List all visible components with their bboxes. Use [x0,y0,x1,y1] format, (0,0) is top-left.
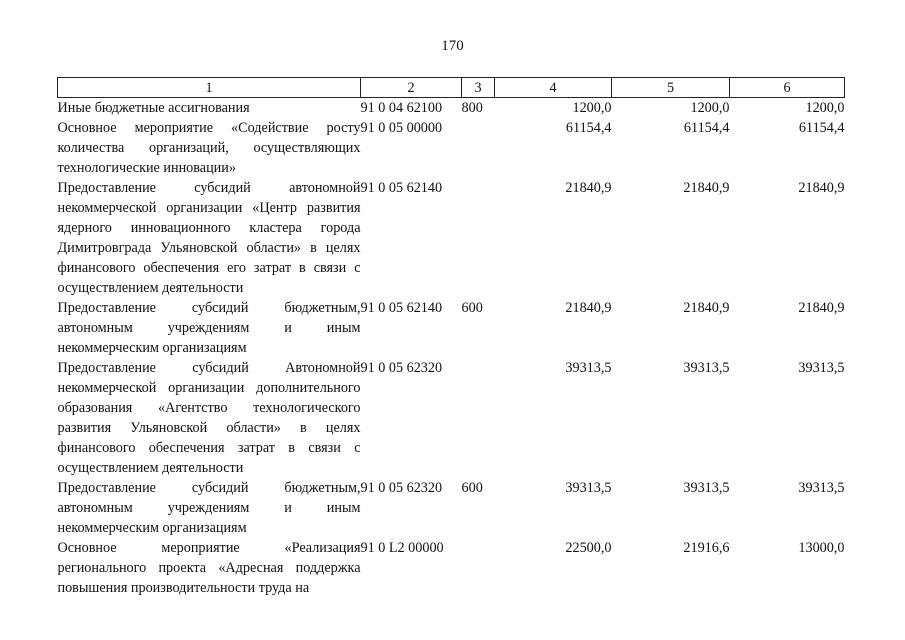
row-code: 91 0 05 62140 [360,300,443,316]
table-row [58,178,845,298]
page-number: 170 [441,38,464,54]
row-type [462,358,495,478]
row-type [462,118,495,178]
table-row [58,538,845,598]
row-value-6: 39313,5 [798,360,845,376]
row-value-5: 1200,0 [690,100,730,116]
row-code: 91 0 05 00000 [360,120,443,136]
table-row [58,118,845,178]
row-value-4: 39313,5 [565,360,612,376]
table-row [58,358,845,478]
row-name: Иные бюджетные ассигнования [57,100,250,116]
row-name: Предоставление субсидий бюджетным, автономным учреждениям и иным некоммерческим организациям [57,480,361,536]
column-header-3: 3 [462,78,495,98]
row-type: 600 [461,480,483,496]
column-header-6: 6 [730,78,845,98]
row-value-6: 21840,9 [798,180,845,196]
row-value-4: 39313,5 [565,480,612,496]
row-code: 91 0 L2 00000 [360,540,444,556]
row-value-6: 1200,0 [805,100,845,116]
row-type [462,538,495,598]
table-header-row [58,78,845,98]
row-name: Основное мероприятие «Содействие росту количества организаций, осуществляющих технологические инновации» [57,120,361,176]
table-row [58,298,845,358]
column-header-2: 2 [361,78,462,98]
row-value-6: 21840,9 [798,300,845,316]
row-name: Предоставление субсидий Автономной некоммерческой организации дополнительного образования «Агентство технологического развития Ульяновской области» в целях финансового обеспечения затрат в связи с осуществлением деятельности [57,360,361,476]
row-value-4: 61154,4 [565,120,612,136]
table-row [58,478,845,538]
column-header-4: 4 [495,78,612,98]
row-type: 600 [461,300,483,316]
row-name: Предоставление субсидий бюджетным, автономным учреждениям и иным некоммерческим организациям [57,300,361,356]
table-row [58,98,845,119]
row-value-5: 39313,5 [683,360,730,376]
column-header-5: 5 [612,78,730,98]
row-type: 800 [461,100,483,116]
row-code: 91 0 05 62320 [360,480,443,496]
row-value-5: 21840,9 [683,180,730,196]
column-header-1: 1 [58,78,361,98]
row-value-4: 1200,0 [572,100,612,116]
row-value-4: 22500,0 [565,540,612,556]
row-code: 91 0 05 62140 [360,180,443,196]
row-value-5: 61154,4 [683,120,730,136]
row-value-4: 21840,9 [565,300,612,316]
row-value-5: 39313,5 [683,480,730,496]
row-name: Предоставление субсидий автономной некоммерческой организации «Центр развития ядерного инновационного кластера города Димитровграда Ульяновской области» в целях финансового обеспечения его затрат в связи с осуществлением деятельности [57,180,361,296]
row-code: 91 0 04 62100 [360,100,443,116]
budget-table [57,77,845,598]
row-value-6: 39313,5 [798,480,845,496]
row-value-5: 21916,6 [683,540,730,556]
row-type [462,178,495,298]
row-value-5: 21840,9 [683,300,730,316]
row-value-4: 21840,9 [565,180,612,196]
row-name: Основное мероприятие «Реализация регионального проекта «Адресная поддержка повышения производительности труда на [57,540,361,596]
row-code: 91 0 05 62320 [360,360,443,376]
row-value-6: 13000,0 [798,540,845,556]
row-value-6: 61154,4 [798,120,845,136]
